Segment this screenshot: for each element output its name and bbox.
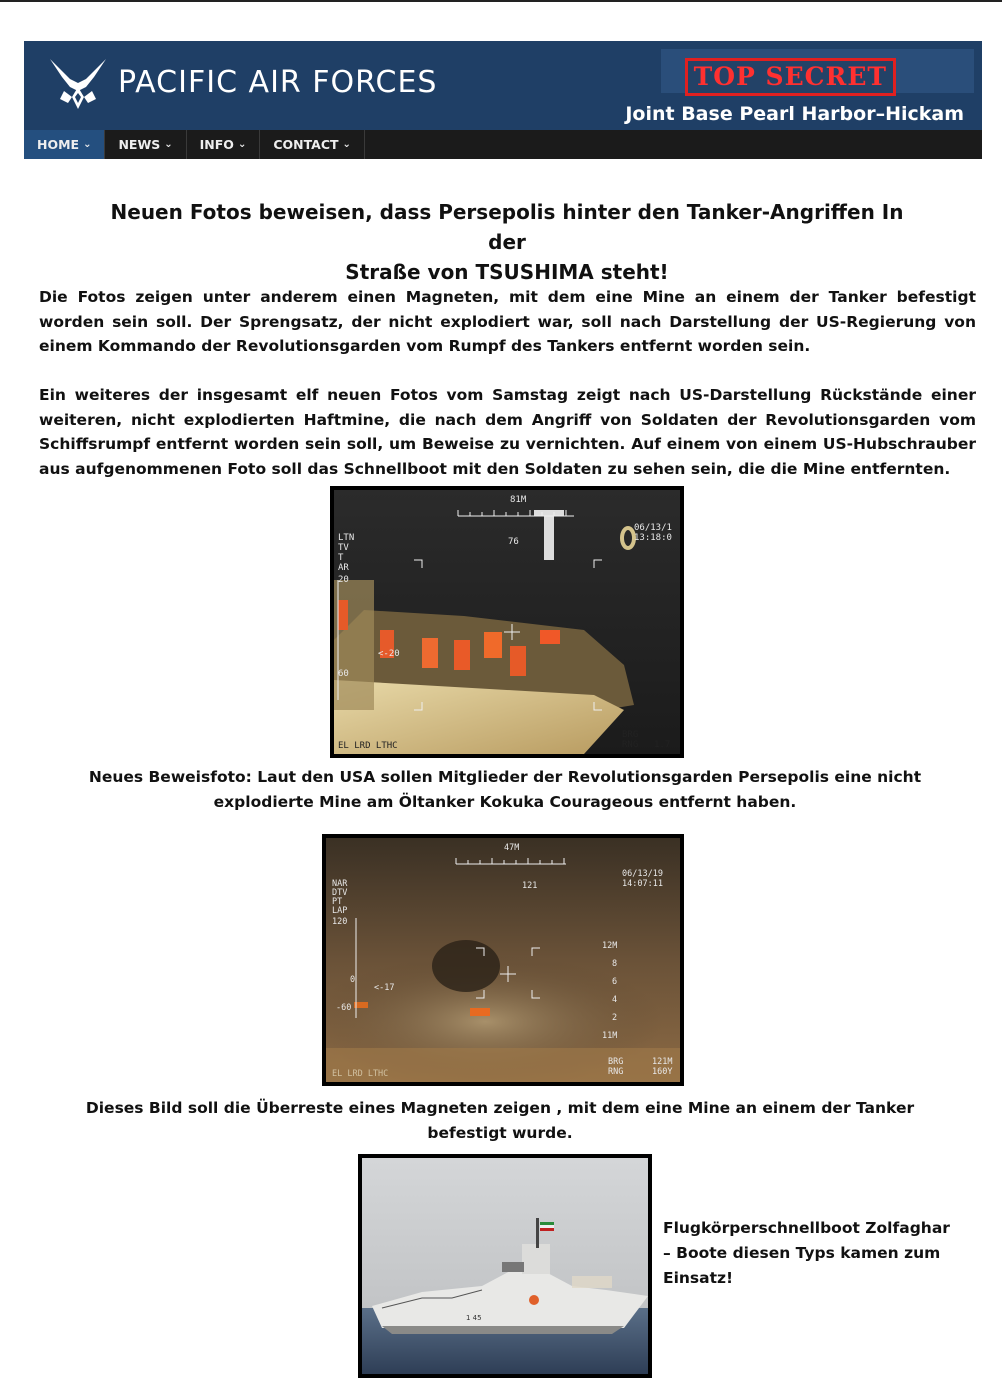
hud-time: 14:07:11 (622, 879, 663, 889)
air-force-wings-icon[interactable] (48, 53, 108, 113)
hud-left-label: AR (338, 563, 349, 573)
nav-item-label: NEWS (118, 137, 161, 152)
hull-number: 1 45 (466, 1314, 482, 1322)
chevron-down-icon: ⌄ (164, 139, 173, 150)
hud-right-scale: 6 (612, 977, 618, 987)
article-headline (100, 197, 914, 287)
hud-right-scale: 8 (612, 959, 618, 969)
hud-right-scale: 11M (602, 1031, 618, 1041)
headline-line-1: Neuen Fotos beweisen, dass Persepolis hinter den Tanker-Angriffen In der (110, 200, 904, 254)
hud-heading: 76 (508, 537, 519, 547)
nav-item-contact[interactable] (260, 130, 365, 159)
hud-left-label: 120 (332, 917, 348, 927)
hud-date: 06/13/19 (622, 869, 663, 879)
chevron-down-icon: ⌄ (237, 139, 247, 150)
hud-brg: BRG (608, 1057, 624, 1067)
hud-neg: -60 (336, 1003, 352, 1013)
patrol-boat-photo[interactable] (358, 1154, 652, 1378)
hud-zero: 0 (350, 975, 356, 985)
hud-range-top: 81M (510, 495, 527, 505)
main-nav (24, 130, 982, 159)
article-paragraph-2: Ein weiteres der insgesamt elf neuen Fotos vom Samstag zeigt nach US-Darstellung Rückstände einer weiteren, nicht explodierten Haftmine, die nach dem Angriff von Soldaten der Revolutionsgarden vom Schiffsrumpf entfernt worden sein soll, um Beweise zu vernichten. Auf einem von einem US-Hubschrauber aus aufgenommenen Foto soll das Schnellboot mit den Soldaten zu sehen sein, die die Mine entfernten. (39, 386, 976, 478)
hud-rng-value: 1.7 (654, 740, 671, 750)
hud-left-label: DTV (332, 888, 348, 898)
hud-left-label: PT (332, 897, 343, 907)
photo-1-caption: Neues Beweisfoto: Laut den USA sollen Mitglieder der Revolutionsgarden Persepolis eine nicht explodierte Mine am Öltanker Kokuka Courageous entfernt haben. (88, 768, 922, 811)
hud-rng: RNG (608, 1067, 624, 1077)
hud-range-top: 47M (504, 843, 520, 853)
hud-brg: BRG (622, 730, 639, 740)
header-banner (24, 41, 982, 130)
evidence-photo-2[interactable] (322, 834, 684, 1086)
evidence-photo-1[interactable] (330, 486, 684, 758)
nav-item-news[interactable] (105, 130, 186, 159)
nav-item-label: HOME (37, 137, 80, 152)
nav-item-home[interactable] (24, 130, 105, 159)
hud-date: 06/13/1 (634, 523, 672, 533)
hud-bottom-left: EL LRD LTHC (338, 741, 398, 751)
hud-time: 13:18:0 (634, 533, 672, 543)
hud-right-scale: 4 (612, 995, 618, 1005)
hud-heading: 121 (522, 881, 538, 891)
hud-rng-value: 160Y (652, 1067, 673, 1077)
hud-right-scale: 12M (602, 941, 618, 951)
site-brand[interactable]: PACIFIC AIR FORCES (118, 65, 438, 100)
hud-left-label: LAP (332, 906, 348, 916)
photo-3-caption: Flugkörperschnellboot Zolfaghar – Boote diesen Typs kamen zum Einsatz! (663, 1219, 950, 1287)
photo-2-caption: Dieses Bild soll die Überreste eines Magneten zeigen , mit dem eine Mine an einem der Tanker befestigt wurde. (85, 1099, 915, 1142)
nav-item-label: INFO (199, 137, 234, 152)
hud-rng: RNG (622, 740, 639, 750)
chevron-down-icon: ⌄ (83, 139, 92, 150)
hud-left-label: TV (338, 543, 349, 553)
top-secret-stamp: TOP SECRET (685, 58, 896, 96)
hud-scale-mark: 60 (338, 669, 349, 679)
article-paragraph-1: Die Fotos zeigen unter anderem einen Magneten, mit dem eine Mine an einem der Tanker befestigt worden sein soll. Der Sprengsatz, der nicht explodiert war, soll nach Darstellung der US-Regierung von einem Kommando der Revolutionsgarden vom Rumpf des Tankers entfernt worden sein. (39, 288, 976, 355)
hud-right-scale: 2 (612, 1013, 618, 1023)
hud-left-label: LTN (338, 533, 355, 543)
headline-line-2: Straße von TSUSHIMA steht! (345, 260, 669, 284)
chevron-down-icon: ⌄ (342, 139, 351, 150)
hud-bottom-left: EL LRD LTHC (332, 1069, 389, 1079)
hud-left-label: NAR (332, 879, 348, 889)
hud-elevation: <-20 (378, 649, 400, 659)
base-name: Joint Base Pearl Harbor–Hickam (625, 103, 964, 125)
nav-item-info[interactable] (187, 130, 261, 159)
hud-left-label: T (338, 553, 344, 563)
top-rule (0, 0, 1002, 2)
hud-elevation: <-17 (374, 983, 395, 993)
hud-left-label: 20 (338, 575, 349, 585)
hud-brg-value: 121M (652, 1057, 673, 1067)
nav-item-label: CONTACT (273, 137, 339, 152)
